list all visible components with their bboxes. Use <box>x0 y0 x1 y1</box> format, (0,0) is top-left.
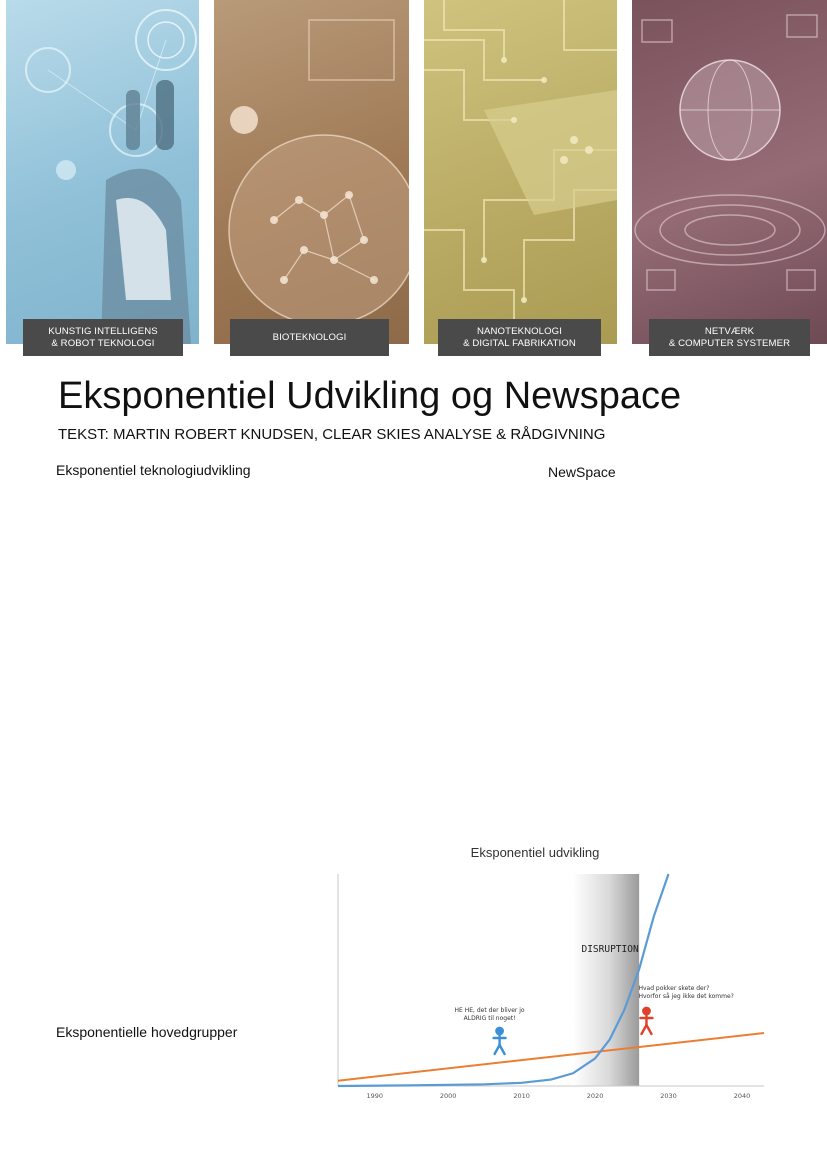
stick-figure <box>640 1008 652 1034</box>
subheading-newspace: NewSpace <box>548 464 616 480</box>
series-line-linear <box>338 1033 764 1081</box>
subheading-exponential-tech: Eksponentiel teknologiudvikling <box>56 462 251 478</box>
annotation-text: Hvad pokker skete der? <box>638 985 710 992</box>
x-tick-label: 2030 <box>660 1092 677 1100</box>
x-tick-label: 2020 <box>586 1092 604 1100</box>
chart-title: Eksponentiel udvikling <box>470 845 600 860</box>
banner-panel-nanotech <box>424 0 617 344</box>
annotation-text: Hvorfor så jeg ikke det komme? <box>638 993 734 1000</box>
x-tick-label: 1990 <box>366 1092 383 1100</box>
article-byline: TEKST: MARTIN ROBERT KNUDSEN, CLEAR SKIES ANALYSE & RÅDGIVNING <box>58 426 606 443</box>
category-label-networks: NETVÆRK & COMPUTER SYSTEMER <box>649 319 810 356</box>
category-label-ai-robotics: KUNSTIG INTELLIGENS & ROBOT TEKNOLOGI <box>23 319 183 356</box>
globe-network-illustration <box>632 0 827 344</box>
x-tick-label: 2040 <box>733 1092 751 1100</box>
category-label-biotech: BIOTEKNOLOGI <box>230 319 389 356</box>
banner-panel-biotech <box>214 0 409 344</box>
annotation-text: ALDRIG til noget! <box>463 1015 516 1022</box>
robot-hand-illustration <box>6 0 199 344</box>
banner-panel-ai-robotics <box>6 0 199 344</box>
exponential-development-chart <box>316 866 768 1106</box>
annotation-skeptic <box>455 1007 525 1054</box>
annotation-text: HE HE, det der bliver jo <box>454 1007 525 1014</box>
annotation-surprised <box>638 985 733 1034</box>
circuit-board-illustration <box>424 0 617 344</box>
article-title: Eksponentiel Udvikling og Newspace <box>58 375 682 417</box>
banner-panel-networks <box>632 0 827 344</box>
x-tick-label: 2010 <box>513 1092 530 1100</box>
category-label-nanotech: NANOTEKNOLOGI & DIGITAL FABRIKATION <box>438 319 601 356</box>
x-tick-label: 2000 <box>439 1092 457 1100</box>
disruption-label: DISRUPTION <box>581 944 639 955</box>
molecule-sphere-illustration <box>214 0 409 344</box>
stick-figure <box>494 1028 506 1054</box>
subheading-main-groups: Eksponentielle hovedgrupper <box>56 1024 238 1040</box>
